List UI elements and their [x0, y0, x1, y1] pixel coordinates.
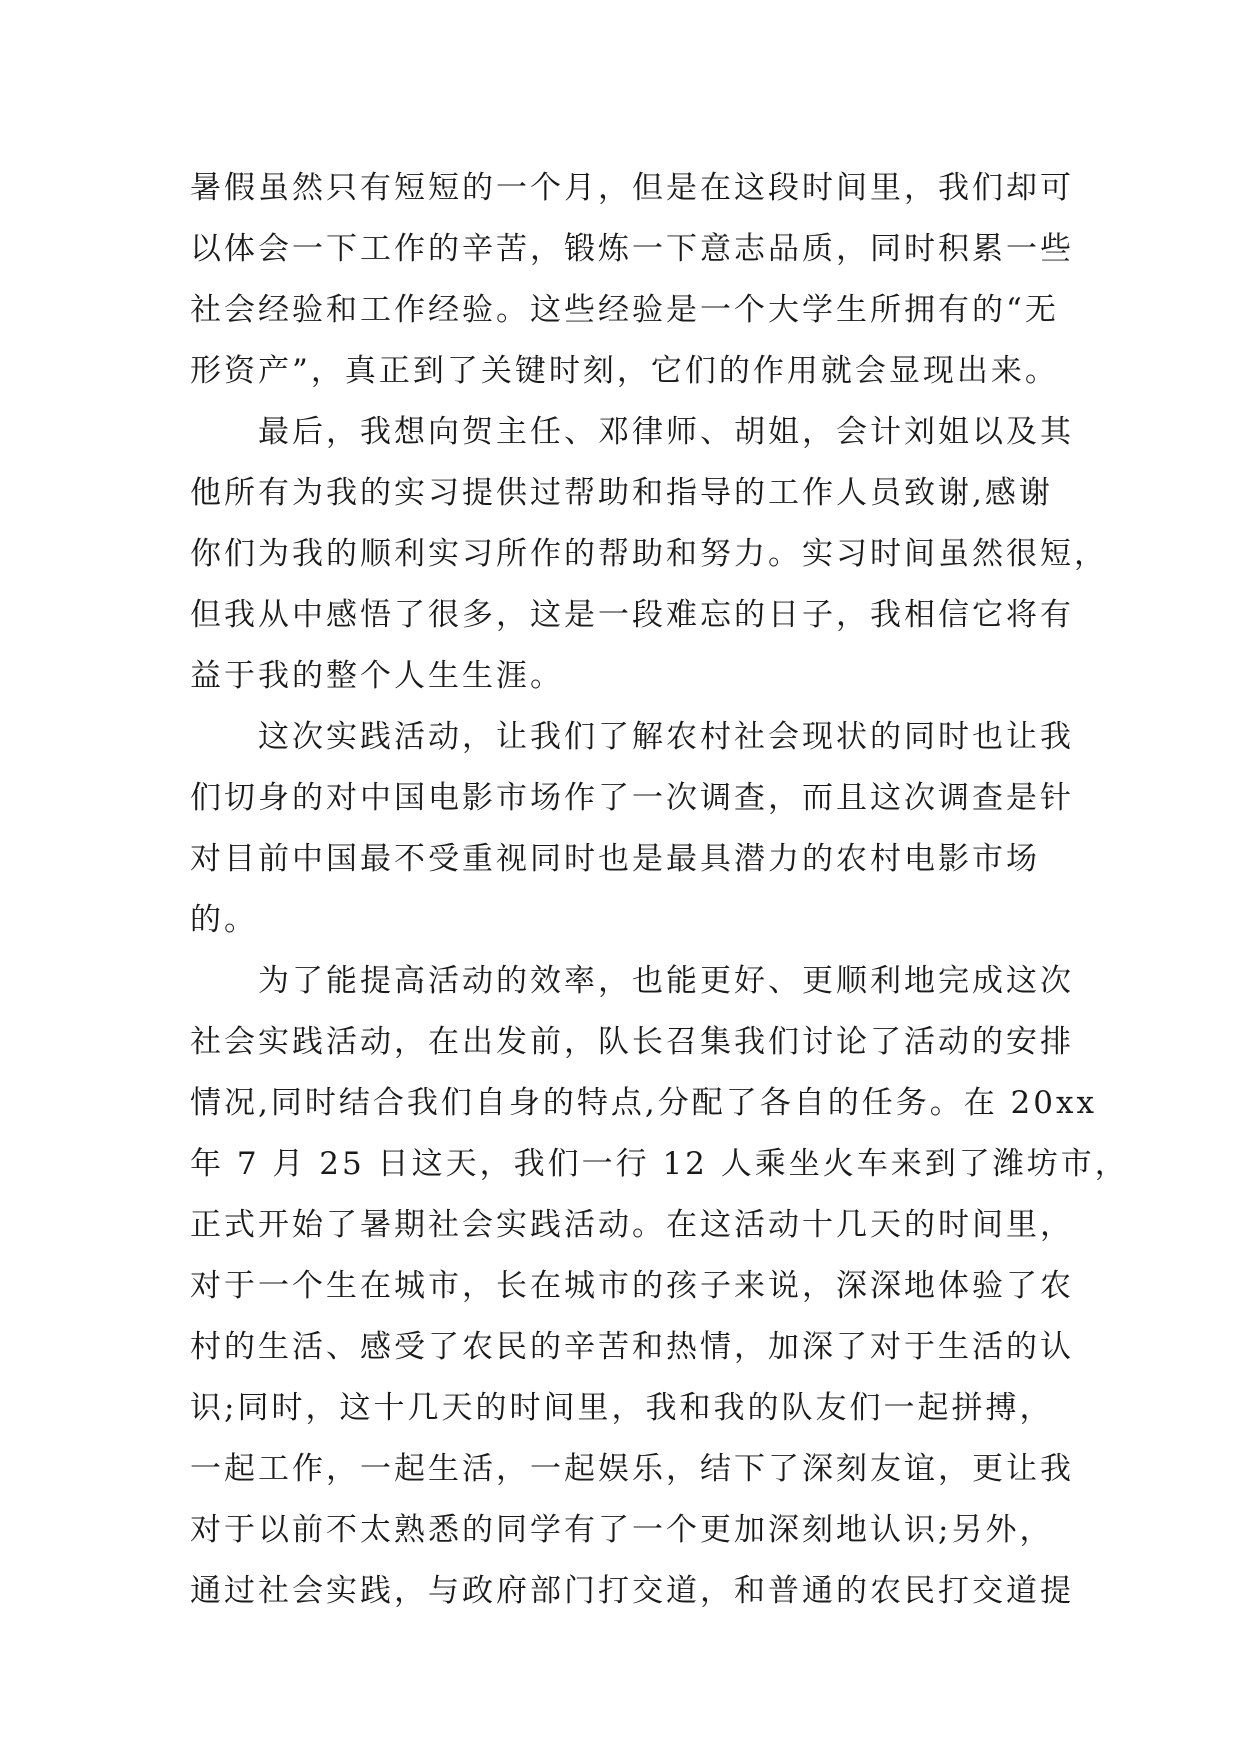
- paragraph-1: [190, 158, 1074, 402]
- text-line: 对于一个生在城市，长在城市的孩子来说，深深地体验了农: [190, 1268, 1074, 1304]
- paragraph-4: [190, 951, 1129, 1622]
- text-line: 但我从中感悟了很多，这是一段难忘的日子，我相信它将有: [190, 597, 1074, 633]
- text-line: 村的生活、感受了农民的辛苦和热情，加深了对于生活的认: [190, 1329, 1074, 1365]
- text-line: 为了能提高活动的效率，也能更好、更顺利地完成这次: [258, 963, 1074, 999]
- text-line: 暑假虽然只有短短的一个月，但是在这段时间里，我们却可: [190, 170, 1074, 206]
- text-line: 以体会一下工作的辛苦，锻炼一下意志品质，同时积累一些: [190, 231, 1074, 267]
- text-line: 社会经验和工作经验。这些经验是一个大学生所拥有的“无: [190, 292, 1059, 328]
- text-line: 形资产”，真正到了关键时刻，它们的作用就会显现出来。: [190, 353, 1059, 389]
- text-line: 情况,同时结合我们自身的特点,分配了各自的任务。在 20xx: [190, 1085, 1097, 1121]
- text-line: 一起工作，一起生活，一起娱乐，结下了深刻友谊，更让我: [190, 1451, 1074, 1487]
- text-line: 他所有为我的实习提供过帮助和指导的工作人员致谢,感谢: [190, 475, 1053, 511]
- text-line: 对目前中国最不受重视同时也是最具潜力的农村电影市场: [190, 841, 1040, 877]
- text-line: 年 7 月 25 日这天，我们一行 12 人乘坐火车来到了潍坊市，: [190, 1146, 1129, 1182]
- text-line: 通过社会实践，与政府部门打交道，和普通的农民打交道提: [190, 1573, 1074, 1609]
- text-line: 益于我的整个人生生涯。: [190, 658, 564, 694]
- text-line: 对于以前不太熟悉的同学有了一个更加深刻地认识;另外，: [190, 1512, 1054, 1548]
- text-line: 识;同时，这十几天的时间里，我和我的队友们一起拼搏，: [190, 1390, 1054, 1426]
- text-line: 社会实践活动，在出发前，队长召集我们讨论了活动的安排: [190, 1024, 1074, 1060]
- text-line: 正式开始了暑期社会实践活动。在这活动十几天的时间里，: [190, 1207, 1074, 1243]
- text-line: 你们为我的顺利实习所作的帮助和努力。实习时间虽然很短，: [190, 536, 1108, 572]
- document-body: [190, 158, 1129, 1622]
- text-line: 们切身的对中国电影市场作了一次调查，而且这次调查是针: [190, 780, 1074, 816]
- paragraph-2: [190, 402, 1108, 707]
- text-line: 这次实践活动，让我们了解农村社会现状的同时也让我: [258, 719, 1074, 755]
- text-line: 的。: [190, 902, 258, 938]
- text-line: 最后，我想向贺主任、邓律师、胡姐，会计刘姐以及其: [258, 414, 1074, 450]
- paragraph-3: [190, 707, 1074, 951]
